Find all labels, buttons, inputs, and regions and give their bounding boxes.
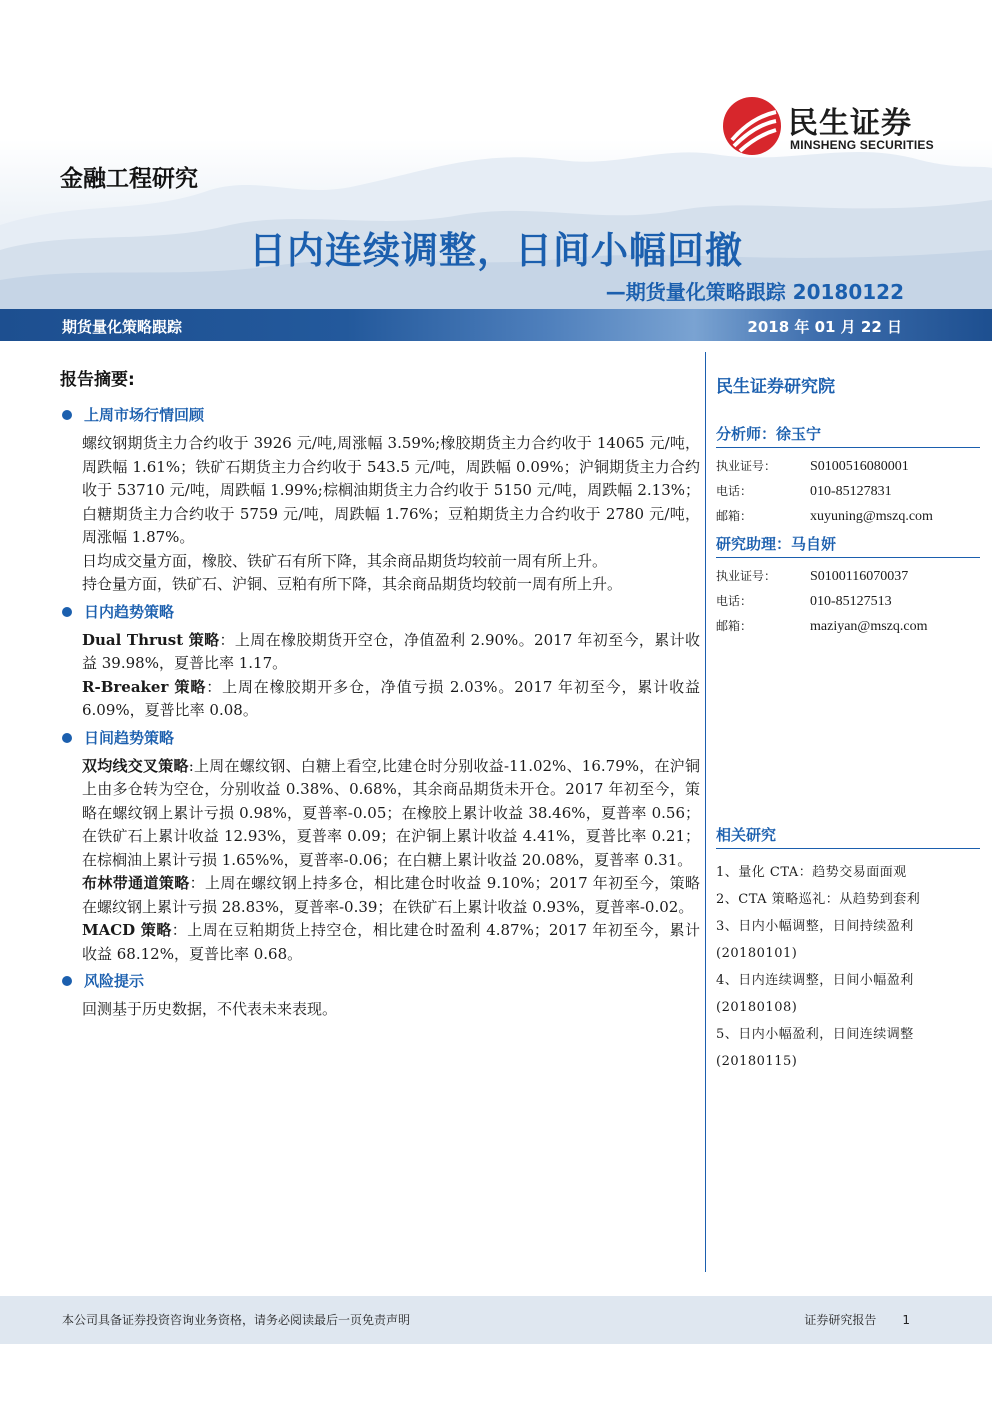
strategy-name: MACD 策略	[82, 921, 172, 939]
contact-row	[716, 589, 980, 614]
paragraph-text: :上周在螺纹钢、白糖上看空,比建仓时分别收益-11.02%、16.79%，在沪铜上由多仓转为空仓，分别收益 0.38%、0.68%，其余商品期货未开仓。2017 年初至今，策略在螺纹钢上累计亏损 0.98%，夏普率-0.05；在橡胶上累计收益 38.46%，夏普率 0.56；在铁矿石上累计收益 12.93%，夏普率 0.09；在沪铜上累计收益 4.41%，夏普比率 0.21；在棕榈油上累计亏损 1.65%%，夏普率-0.06；在白糖上累计收益 20.08%，夏普率 0.31。	[82, 756, 700, 869]
strategy-name: 双均线交叉策略	[82, 756, 189, 775]
contact-value: S0100516080001	[810, 459, 909, 474]
related-item: 2、CTA 策略巡礼：从趋势到套利	[716, 892, 921, 907]
contact-value: xuyuning@mszq.com	[810, 509, 933, 524]
contact-value: S0100116070037	[810, 569, 909, 584]
section-heading	[60, 404, 700, 426]
strategy-name: 布林带通道策略	[82, 874, 190, 892]
paragraph-text: 螺纹钢期货主力合约收于 3926 元/吨,周涨幅 3.59%;橡胶期货主力合约收于 14065 元/吨，周跌幅 1.61%；铁矿石期货主力合约收于 543.5 元/吨，周跌幅 0.09%；沪铜期货主力合约收于 53710 元/吨，周跌幅 1.99%;棕榈油期货主力合约收于 5150 元/吨，周跌幅 2.13%；白糖期货主力合约收于 5759 元/吨，周跌幅 1.76%；豆粕期货主力合约收于 2780 元/吨，周涨幅 1.87%。	[82, 434, 700, 546]
summary-paragraph	[82, 629, 700, 676]
summary-paragraph	[82, 872, 700, 919]
page-number: 1	[902, 1313, 910, 1327]
contact-label: 电话：	[716, 594, 753, 608]
related-item: 1、量化 CTA：趋势交易面面观	[716, 865, 907, 880]
summary-paragraph	[82, 998, 700, 1022]
strategy-name: Dual Thrust 策略	[82, 630, 220, 649]
summary-sections	[60, 404, 700, 1026]
brand-logo	[722, 96, 952, 156]
report-header	[0, 0, 992, 310]
paragraph-text: ：上周在螺纹钢上持多仓，相比建仓时收益 9.10%；2017 年初至今，策略在螺纹钢上累计亏损 28.83%，夏普率-0.39；在铁矿石上累计收益 0.93%，夏普率-0.02。	[82, 874, 700, 916]
summary-paragraph	[82, 919, 700, 966]
paragraph-text: 回测基于历史数据，不代表未来表现。	[82, 1000, 338, 1018]
summary-heading: 报告摘要:	[60, 370, 135, 390]
bullet-dot-icon	[62, 733, 72, 743]
summary-paragraph	[82, 432, 700, 550]
contact-label: 执业证号：	[716, 459, 777, 473]
related-heading: 相关研究	[716, 824, 980, 849]
department-label: 金融工程研究	[60, 166, 198, 192]
section-title: 上周市场行情回顾	[84, 406, 205, 424]
contact-row	[716, 479, 980, 504]
minsheng-logo-icon	[722, 96, 782, 156]
assistant-contact	[716, 564, 980, 639]
analyst-heading: 分析师：徐玉宁	[716, 423, 980, 448]
related-list	[716, 859, 980, 1075]
bullet-dot-icon	[62, 976, 72, 986]
paragraph-text: ：上周在橡胶期开多仓，净值亏损 2.03%。2017 年初至今，累计收益 6.09%，夏普比率 0.08。	[82, 677, 700, 719]
report-date: 2018 年 01 月 22 日	[747, 318, 902, 336]
contact-label: 邮箱：	[716, 619, 753, 633]
related-item: (20180108)	[716, 1000, 798, 1015]
related-item: 3、日内小幅调整，日间持续盈利	[716, 919, 914, 934]
strategy-name: R-Breaker 策略	[82, 677, 207, 696]
bullet-dot-icon	[62, 607, 72, 617]
section-heading	[60, 727, 700, 749]
contact-label: 执业证号：	[716, 569, 777, 583]
related-item: (20180115)	[716, 1054, 798, 1069]
report-subtitle: —期货量化策略跟踪 20180122	[605, 280, 904, 304]
contact-value: 010-85127513	[810, 594, 892, 609]
contact-label: 电话：	[716, 484, 753, 498]
contact-row	[716, 454, 980, 479]
section-title: 日间趋势策略	[84, 728, 175, 747]
report-info-bar	[0, 309, 992, 341]
contact-row	[716, 564, 980, 589]
analyst-contact	[716, 454, 980, 529]
section-title: 日内趋势策略	[84, 602, 175, 621]
paragraph-text: 日均成交量方面，橡胶、铁矿石有所下降，其余商品期货均较前一周有所上升。	[82, 551, 608, 570]
footer-right	[804, 1311, 910, 1328]
related-item: (20180101)	[716, 946, 798, 961]
sidebar	[716, 372, 980, 639]
contact-row	[716, 504, 980, 529]
section-heading	[60, 970, 700, 992]
contact-label: 邮箱：	[716, 509, 753, 523]
section-heading	[60, 601, 700, 623]
series-name: 期货量化策略跟踪	[62, 318, 183, 336]
paragraph-text: ：上周在橡胶期货开空仓，净值盈利 2.90%。2017 年初至今，累计收益 39.98%，夏普比率 1.17。	[82, 630, 700, 672]
page-footer	[0, 1296, 992, 1344]
related-item: 4、日内连续调整，日间小幅盈利	[716, 973, 914, 988]
disclaimer-note: 本公司具备证券投资咨询业务资格，请务必阅读最后一页免责声明	[62, 1313, 411, 1327]
paragraph-text: 持仓量方面，铁矿石、沪铜、豆粕有所下降，其余商品期货均较前一周有所上升。	[82, 575, 623, 593]
report-type: 证券研究报告	[804, 1313, 877, 1327]
summary-column	[60, 365, 700, 1026]
contact-value: 010-85127831	[810, 484, 892, 499]
section-title: 风险提示	[84, 972, 145, 990]
bullet-dot-icon	[62, 410, 72, 420]
assistant-heading: 研究助理：马自妍	[716, 533, 980, 558]
institute-name: 民生证券研究院	[716, 377, 835, 397]
contact-row	[716, 614, 980, 639]
contact-value: maziyan@mszq.com	[810, 619, 928, 634]
column-divider	[705, 352, 706, 1272]
summary-paragraph	[82, 550, 700, 574]
related-research	[716, 824, 980, 1075]
brand-name-cn: 民生证券	[788, 106, 912, 141]
related-item: 5、日内小幅盈利，日间连续调整	[716, 1027, 914, 1042]
summary-paragraph	[82, 755, 700, 873]
summary-paragraph	[82, 573, 700, 597]
paragraph-text: ：上周在豆粕期货上持空仓，相比建仓时盈利 4.87%；2017 年初至今，累计收益 68.12%，夏普比率 0.68。	[82, 921, 700, 963]
brand-name-en: MINSHENG SECURITIES	[790, 138, 934, 152]
report-title: 日内连续调整，日间小幅回撤	[249, 229, 743, 272]
summary-paragraph	[82, 676, 700, 723]
